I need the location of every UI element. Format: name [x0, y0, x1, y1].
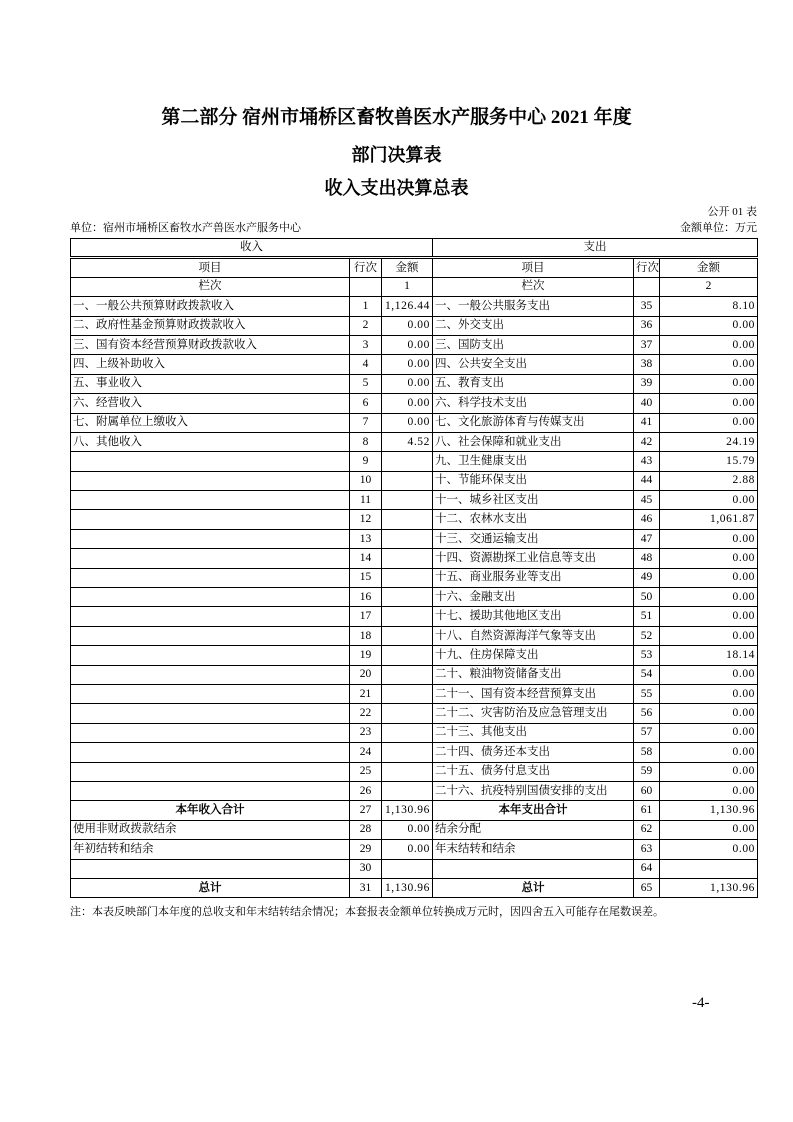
unit-label: 单位：宿州市埇桥区畜牧水产兽医水产服务中心 [70, 222, 301, 234]
column-index-row [71, 277, 758, 296]
expense-index-label: 栏次 [433, 277, 634, 296]
column-header-row [71, 258, 758, 277]
income-item-cell [71, 588, 350, 607]
table-row [71, 374, 758, 393]
expense-item-cell: 二、外交支出 [433, 316, 634, 335]
expense-line-cell: 54 [634, 665, 660, 684]
expense-amount-cell: 0.00 [660, 491, 758, 510]
income-line-cell: 13 [350, 529, 382, 548]
income-item-cell [71, 607, 350, 626]
income-amount-cell: 0.00 [382, 394, 433, 413]
expense-item-cell: 十五、商业服务业等支出 [433, 568, 634, 587]
income-line-cell: 14 [350, 549, 382, 568]
expense-item-cell: 结余分配 [433, 820, 634, 839]
expense-item-cell: 本年支出合计 [433, 801, 634, 820]
income-line-cell: 15 [350, 568, 382, 587]
expense-amount-cell: 0.00 [660, 607, 758, 626]
expense-item-cell: 二十六、抗疫特别国债安排的支出 [433, 781, 634, 800]
expense-item-cell: 十二、农林水支出 [433, 510, 634, 529]
section-header-row [71, 239, 758, 258]
income-amount-cell [382, 704, 433, 723]
income-line-cell: 30 [350, 859, 382, 878]
expense-line-cell: 52 [634, 626, 660, 645]
amount-unit-label: 金额单位：万元 [680, 222, 757, 234]
expense-item-cell: 七、文化旅游体育与传媒支出 [433, 413, 634, 432]
income-line-header: 行次 [350, 258, 382, 277]
expense-amount-cell: 0.00 [660, 529, 758, 548]
table-row [71, 646, 758, 665]
expense-amount-cell: 0.00 [660, 568, 758, 587]
income-amount-cell: 1,130.96 [382, 878, 433, 897]
income-item-cell [71, 762, 350, 781]
income-amount-cell [382, 510, 433, 529]
income-item-cell [71, 704, 350, 723]
expense-line-cell: 64 [634, 859, 660, 878]
income-item-cell [71, 665, 350, 684]
expense-item-cell: 二十五、债务付息支出 [433, 762, 634, 781]
expense-line-cell: 37 [634, 335, 660, 354]
expense-item-cell: 十、节能环保支出 [433, 471, 634, 490]
expense-amount-cell: 0.00 [660, 684, 758, 703]
income-item-cell [71, 491, 350, 510]
income-line-cell: 1 [350, 297, 382, 316]
unit-row [70, 221, 757, 235]
income-item-cell [71, 626, 350, 645]
expense-item-cell: 十一、城乡社区支出 [433, 491, 634, 510]
income-amount-cell [382, 607, 433, 626]
expense-line-cell: 60 [634, 781, 660, 800]
expense-amount-cell: 1,061.87 [660, 510, 758, 529]
income-item-cell [71, 723, 350, 742]
expense-line-cell: 62 [634, 820, 660, 839]
expense-amount-cell: 1,130.96 [660, 801, 758, 820]
income-item-cell: 年初结转和结余 [71, 840, 350, 859]
income-amount-cell: 0.00 [382, 316, 433, 335]
income-index-label: 栏次 [71, 277, 350, 296]
expense-section-header: 支出 [433, 239, 758, 258]
income-line-cell: 4 [350, 355, 382, 374]
income-amount-cell [382, 626, 433, 645]
income-item-cell [71, 684, 350, 703]
table-row [71, 413, 758, 432]
expense-line-cell: 45 [634, 491, 660, 510]
table-row [71, 452, 758, 471]
expense-amount-cell: 0.00 [660, 704, 758, 723]
expense-line-cell: 51 [634, 607, 660, 626]
income-amount-cell [382, 491, 433, 510]
table-row [71, 471, 758, 490]
income-line-cell: 7 [350, 413, 382, 432]
income-item-cell: 八、其他收入 [71, 432, 350, 451]
income-line-cell: 3 [350, 335, 382, 354]
income-item-cell: 五、事业收入 [71, 374, 350, 393]
income-item-cell: 六、经营收入 [71, 394, 350, 413]
table-row [71, 588, 758, 607]
income-line-cell: 5 [350, 374, 382, 393]
income-expense-table [70, 238, 758, 898]
expense-item-cell: 二十四、债务还本支出 [433, 743, 634, 762]
table-row [71, 316, 758, 335]
income-line-cell: 26 [350, 781, 382, 800]
expense-item-cell: 总计 [433, 878, 634, 897]
expense-line-cell: 65 [634, 878, 660, 897]
expense-line-cell: 36 [634, 316, 660, 335]
table-row [71, 626, 758, 645]
income-item-cell [71, 510, 350, 529]
expense-item-cell: 十九、住房保障支出 [433, 646, 634, 665]
income-amount-cell [382, 568, 433, 587]
table-note: 注：本表反映部门本年度的总收支和年末结转结余情况；本套报表金额单位转换成万元时，因四舍五入可能存在尾数误差。 [70, 906, 664, 918]
table-row [71, 723, 758, 742]
table-row [71, 432, 758, 451]
income-line-cell: 18 [350, 626, 382, 645]
expense-item-cell: 二十一、国有资本经营预算支出 [433, 684, 634, 703]
expense-line-cell: 44 [634, 471, 660, 490]
expense-index-number: 2 [660, 277, 758, 296]
expense-line-cell: 40 [634, 394, 660, 413]
income-amount-cell [382, 646, 433, 665]
table-row [71, 607, 758, 626]
income-line-cell: 31 [350, 878, 382, 897]
income-line-cell: 11 [350, 491, 382, 510]
income-line-cell: 9 [350, 452, 382, 471]
income-line-cell: 6 [350, 394, 382, 413]
income-amount-cell [382, 781, 433, 800]
income-item-cell [71, 743, 350, 762]
expense-amount-cell: 0.00 [660, 723, 758, 742]
table-row [71, 781, 758, 800]
expense-item-cell: 二十三、其他支出 [433, 723, 634, 742]
expense-line-cell: 58 [634, 743, 660, 762]
expense-line-cell: 53 [634, 646, 660, 665]
table-row [71, 684, 758, 703]
income-amount-cell [382, 723, 433, 742]
total-row [71, 801, 758, 820]
expense-amount-cell: 0.00 [660, 588, 758, 607]
income-line-cell: 19 [350, 646, 382, 665]
expense-item-cell: 十四、资源勘探工业信息等支出 [433, 549, 634, 568]
expense-line-cell: 63 [634, 840, 660, 859]
expense-item-cell: 一、一般公共服务支出 [433, 297, 634, 316]
income-item-cell: 一、一般公共预算财政拨款收入 [71, 297, 350, 316]
page-title: 第二部分 宿州市埇桥区畜牧兽医水产服务中心 2021 年度 [161, 107, 632, 128]
table-row [71, 840, 758, 859]
expense-item-cell: 十七、援助其他地区支出 [433, 607, 634, 626]
income-line-cell: 20 [350, 665, 382, 684]
total-row [71, 878, 758, 897]
table-row [71, 335, 758, 354]
income-line-cell: 25 [350, 762, 382, 781]
expense-item-cell: 九、卫生健康支出 [433, 452, 634, 471]
expense-amount-cell: 0.00 [660, 762, 758, 781]
income-amount-cell: 0.00 [382, 413, 433, 432]
table-title: 收入支出决算总表 [324, 178, 469, 198]
income-amount-cell: 0.00 [382, 840, 433, 859]
income-item-cell [71, 452, 350, 471]
table-row [71, 355, 758, 374]
income-line-cell: 8 [350, 432, 382, 451]
expense-line-cell: 35 [634, 297, 660, 316]
expense-amount-cell: 8.10 [660, 297, 758, 316]
income-amount-header: 金额 [382, 258, 433, 277]
income-line-cell: 17 [350, 607, 382, 626]
expense-index-line [634, 277, 660, 296]
expense-amount-cell: 18.14 [660, 646, 758, 665]
income-item-cell: 本年收入合计 [71, 801, 350, 820]
expense-amount-cell: 0.00 [660, 355, 758, 374]
income-amount-cell [382, 684, 433, 703]
expense-line-cell: 46 [634, 510, 660, 529]
income-amount-cell: 1,130.96 [382, 801, 433, 820]
income-amount-cell [382, 452, 433, 471]
income-amount-cell: 0.00 [382, 355, 433, 374]
expense-amount-cell: 0.00 [660, 316, 758, 335]
table-row [71, 549, 758, 568]
expense-item-cell: 十三、交通运输支出 [433, 529, 634, 548]
table-row [71, 510, 758, 529]
income-amount-cell [382, 859, 433, 878]
income-amount-cell [382, 762, 433, 781]
expense-amount-cell: 0.00 [660, 413, 758, 432]
income-amount-cell [382, 471, 433, 490]
table-body [71, 239, 758, 898]
expense-line-cell: 48 [634, 549, 660, 568]
expense-amount-cell [660, 859, 758, 878]
income-item-cell [71, 568, 350, 587]
income-amount-cell: 4.52 [382, 432, 433, 451]
table-row [71, 859, 758, 878]
expense-line-cell: 47 [634, 529, 660, 548]
table-code: 公开 01 表 [707, 206, 757, 218]
expense-amount-cell: 0.00 [660, 743, 758, 762]
expense-item-cell: 二十二、灾害防治及应急管理支出 [433, 704, 634, 723]
income-line-cell: 28 [350, 820, 382, 839]
expense-amount-cell: 0.00 [660, 394, 758, 413]
expense-item-cell: 二十、粮油物资储备支出 [433, 665, 634, 684]
income-item-cell: 使用非财政拨款结余 [71, 820, 350, 839]
income-amount-cell [382, 665, 433, 684]
expense-line-cell: 49 [634, 568, 660, 587]
expense-amount-header: 金额 [660, 258, 758, 277]
income-amount-cell [382, 549, 433, 568]
table-row [71, 529, 758, 548]
table-row [71, 297, 758, 316]
income-line-cell: 2 [350, 316, 382, 335]
income-item-cell [71, 646, 350, 665]
income-item-cell [71, 781, 350, 800]
income-amount-cell [382, 529, 433, 548]
income-amount-cell: 1,126.44 [382, 297, 433, 316]
expense-item-cell: 十八、自然资源海洋气象等支出 [433, 626, 634, 645]
expense-line-cell: 55 [634, 684, 660, 703]
expense-line-cell: 38 [634, 355, 660, 374]
expense-amount-cell: 0.00 [660, 626, 758, 645]
expense-amount-cell: 0.00 [660, 665, 758, 684]
income-item-header: 项目 [71, 258, 350, 277]
table-row [71, 743, 758, 762]
income-item-cell: 七、附属单位上缴收入 [71, 413, 350, 432]
income-index-number: 1 [382, 277, 433, 296]
table-row [71, 394, 758, 413]
expense-line-cell: 39 [634, 374, 660, 393]
income-line-cell: 21 [350, 684, 382, 703]
expense-amount-cell: 0.00 [660, 781, 758, 800]
income-amount-cell: 0.00 [382, 820, 433, 839]
expense-item-cell [433, 859, 634, 878]
expense-amount-cell: 15.79 [660, 452, 758, 471]
page-subtitle: 部门决算表 [351, 145, 442, 165]
income-line-cell: 23 [350, 723, 382, 742]
table-row [71, 762, 758, 781]
expense-item-cell: 六、科学技术支出 [433, 394, 634, 413]
income-amount-cell [382, 743, 433, 762]
expense-line-cell: 41 [634, 413, 660, 432]
income-index-line [350, 277, 382, 296]
expense-amount-cell: 0.00 [660, 820, 758, 839]
expense-line-cell: 59 [634, 762, 660, 781]
income-item-cell [71, 471, 350, 490]
table-row [71, 820, 758, 839]
expense-amount-cell: 0.00 [660, 840, 758, 859]
expense-item-cell: 四、公共安全支出 [433, 355, 634, 374]
income-item-cell: 四、上级补助收入 [71, 355, 350, 374]
expense-line-header: 行次 [634, 258, 660, 277]
income-amount-cell: 0.00 [382, 335, 433, 354]
income-line-cell: 12 [350, 510, 382, 529]
income-line-cell: 29 [350, 840, 382, 859]
income-item-cell [71, 859, 350, 878]
expense-line-cell: 56 [634, 704, 660, 723]
expense-item-cell: 五、教育支出 [433, 374, 634, 393]
expense-item-header: 项目 [433, 258, 634, 277]
expense-line-cell: 61 [634, 801, 660, 820]
income-item-cell [71, 529, 350, 548]
income-line-cell: 22 [350, 704, 382, 723]
income-item-cell: 三、国有资本经营预算财政拨款收入 [71, 335, 350, 354]
expense-item-cell: 八、社会保障和就业支出 [433, 432, 634, 451]
expense-line-cell: 50 [634, 588, 660, 607]
table-row [71, 491, 758, 510]
income-item-cell: 二、政府性基金预算财政拨款收入 [71, 316, 350, 335]
income-amount-cell [382, 588, 433, 607]
expense-line-cell: 42 [634, 432, 660, 451]
income-line-cell: 24 [350, 743, 382, 762]
income-line-cell: 16 [350, 588, 382, 607]
expense-amount-cell: 2.88 [660, 471, 758, 490]
income-line-cell: 27 [350, 801, 382, 820]
expense-item-cell: 十六、金融支出 [433, 588, 634, 607]
table-row [71, 704, 758, 723]
expense-amount-cell: 1,130.96 [660, 878, 758, 897]
income-amount-cell: 0.00 [382, 374, 433, 393]
expense-amount-cell: 0.00 [660, 549, 758, 568]
expense-amount-cell: 0.00 [660, 374, 758, 393]
expense-item-cell: 三、国防支出 [433, 335, 634, 354]
page-number: -4- [692, 995, 710, 1011]
income-item-cell [71, 549, 350, 568]
expense-amount-cell: 0.00 [660, 335, 758, 354]
income-line-cell: 10 [350, 471, 382, 490]
expense-item-cell: 年末结转和结余 [433, 840, 634, 859]
expense-amount-cell: 24.19 [660, 432, 758, 451]
table-row [71, 665, 758, 684]
table-row [71, 568, 758, 587]
expense-line-cell: 57 [634, 723, 660, 742]
expense-line-cell: 43 [634, 452, 660, 471]
income-item-cell: 总计 [71, 878, 350, 897]
income-section-header: 收入 [71, 239, 433, 258]
